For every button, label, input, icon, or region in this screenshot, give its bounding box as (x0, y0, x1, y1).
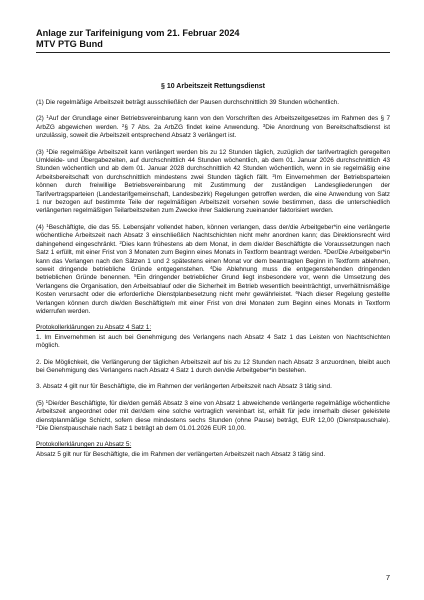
sentence-number: 6 (295, 289, 298, 295)
paragraph-text: Die Ablehnung muss die entgegenstehenden dringenden betrieblichen Gründe benennen. (36, 265, 390, 282)
paragraph (36, 451, 390, 459)
paragraph (36, 383, 390, 391)
paragraph-text: Der/Die Arbeitgeber*in kann das Verlangen nach den Sätzen 1 und 2 spätestens einen Monat vor dem beantragten Beginn in Textform ablehnen, soweit dringende betriebliche Gründe entgegenstehen. (36, 249, 390, 273)
page-number: 7 (385, 573, 390, 582)
paragraph-text: Protokollerklärungen zu Absatz 5: (36, 441, 132, 449)
protocol-heading (36, 441, 390, 449)
paragraph-text: Die regelmäßige Arbeitszeit kann verlängert werden bis zu 12 Stunden täglich, zuzüglich der tarifvertraglich geregelten Umkleide- und Übergabezeiten, auf durchschnittlich 44 Stunden wöchentlich, ab dem 01. Januar 2026 durchschnittlich 43 Stunden wöchentlich und ab dem 01. Januar 2028 durchschnittlich 42 Stunden wöchentlich, wenn in sie regelmäßig eine Arbeitsbereitschaft von durchschnittlich mindestens zwei Stunden täglich fällt. (36, 148, 391, 181)
sentence-number: 2 (36, 423, 39, 429)
sentence-number: 1 (45, 398, 49, 404)
document-header (36, 28, 390, 53)
paragraph-text: Die Dienstpauschale nach Satz 1 beträgt ab dem 01.01.2026 EUR 10,00. (38, 425, 246, 432)
paragraph-text: 2. Die Möglichkeit, die Verlängerung der täglichen Arbeitszeit auf bis zu 12 Stunden nach Absatz 3 anzuordnen, bleibt auch bei Genehmigung des Verlangens nach Absatz 4 Satz 1 durch den/die Arbeitgeber*in bestehen. (36, 358, 390, 374)
sentence-number: 4 (209, 264, 213, 270)
paragraph (36, 115, 390, 140)
sentence-number: 2 (272, 172, 275, 178)
paragraph-text: Beschäftigte, die das 55. Lebensjahr vollendet haben, können verlangen, dass der/die Arbeitgeber*in eine verlängerte wöchentliche Arbeitszeit nach Absatz 3 einschließlich Nachtschichten nicht mehr anordnen kann; das Direktionsrecht wird dahingehend eingeschränkt. (36, 223, 390, 248)
sentence-number: 2 (119, 239, 122, 245)
paragraph-text: Ein dringender betrieblicher Grund liegt insbesondere vor, wenn die Umsetzung des Verlangens die Organisation, den Arbeitsablauf oder die Sicherheit im Betrieb wesentlich beeinträchtigt, unverhältnismäßige Kosten verursacht oder die erforderliche Dienstplanbesetzung nicht mehr gewährleistet. (36, 274, 391, 299)
section-title: § 10 Arbeitszeit Rettungsdienst (161, 83, 265, 90)
paragraph-text: Absatz 5 gilt nur für Beschäftigte, die im Rahmen der verlängerten Arbeitszeit nach Absatz 3 tätig sind. (36, 450, 326, 458)
sentence-number: 3 (323, 247, 327, 253)
paragraph-text: Nach dieser Regelung gestellte Verlangen können durch die/den Beschäftigte/n mit einer Frist von drei Monaten zum Beginn eines Monats in Textform widerrufen werden. (36, 291, 390, 315)
sentence-number: 2 (121, 122, 125, 128)
header-title: Anlage zur Tarifeinigung vom 21. Februar 2024 (36, 28, 240, 38)
sentence-number: 1 (46, 222, 49, 228)
paragraph (36, 334, 390, 351)
paragraph-text: § 7 Abs. 2a ArbZG findet keine Anwendung. (124, 123, 263, 131)
sentence-number: 1 (46, 147, 49, 153)
paragraph (36, 400, 390, 434)
paragraph (36, 359, 390, 376)
paragraph-text: (5) (36, 399, 46, 407)
paragraph-text: (1) Die regelmäßige Arbeitszeit beträgt ausschließlich der Pausen durchschnittlich 39 Stunden wöchentlich. (36, 99, 340, 106)
paragraph-text: Im Einvernehmen der Betriebsparteien können durch freiwillige Betriebsvereinbarung mit Zustimmung der zuständigen Landesgliederungen der Tarifvertragsparteien (Landestarifgemeinschaft, Landesbezirk) Regelungen getroffen werden, die eine Anwendung von Satz 1 nur bezogen auf bestimmte Teile der regelmäßigen Arbeitszeit vorsehen sowie bestimmen, dass die unterschiedlich verlängerten regelmäßigen Teilarbeitszeiten zum Zwecke ihrer Saldierung zueinander faktorisiert werden. (36, 173, 390, 215)
paragraph-text: 1. Im Einvernehmen ist auch bei Genehmigung des Verlangens nach Absatz 4 Satz 1 das Leisten von Nachtschichten möglich. (36, 333, 390, 350)
paragraph-text: Auf der Grundlage einer Betriebsvereinbarung kann von den Vorschriften des Arbeitszeitgesetzes im Rahmen des § 7 ArbZG abgewichen werden. (36, 115, 390, 131)
paragraph-text: (4) (36, 223, 47, 231)
paragraph-text: Dies kann frühestens ab dem Monat, in dem die/der Beschäftigte die Voraussetzungen nach Satz 1 erfüllt, mit einer Frist von 3 Monaten zum Beginn eines Monats in Textform beantragt werden. (36, 240, 390, 257)
paragraph-text: (3) (36, 148, 47, 156)
paragraph-text: Protokollerklärungen zu Absatz 4 Satz 1: (36, 324, 152, 332)
paragraph (36, 99, 390, 107)
paragraph-text: (2) (36, 115, 47, 123)
paragraph-text: 3. Absatz 4 gilt nur für Beschäftigte, die im Rahmen der verlängerten Arbeitszeit nach Absatz 3 tätig sind. (36, 383, 332, 391)
sentence-number: 5 (134, 273, 137, 279)
header-rule (36, 52, 390, 53)
paragraph-text: Die/der Beschäftigte, für die/den gemäß Absatz 3 eine von Absatz 1 abweichende verlängerte regelmäßige wöchentliche Arbeitszeit angeordnet oder mit der/dem eine solche vertraglich vereinbart ist, erhält für jede innerhalb dieser geleistete dienstplanmäßige Schicht, sofern diese mindestens sechs Stunden (ohne Pause) beträgt, EUR 12,00 (Dienstpauschale). (36, 399, 390, 424)
sentence-number: 1 (46, 114, 49, 120)
paragraph-text: Die Anordnung von Bereitschaftsdienst ist unzulässig, soweit die Arbeitszeit entsprechend Absatz 3 verlängert ist. (36, 123, 390, 140)
paragraph (36, 224, 390, 316)
sentence-number: 3 (262, 122, 266, 128)
document-body (36, 99, 390, 467)
paragraph (36, 149, 390, 216)
protocol-heading (36, 324, 390, 332)
header-subtitle: MTV PTG Bund (36, 39, 103, 49)
